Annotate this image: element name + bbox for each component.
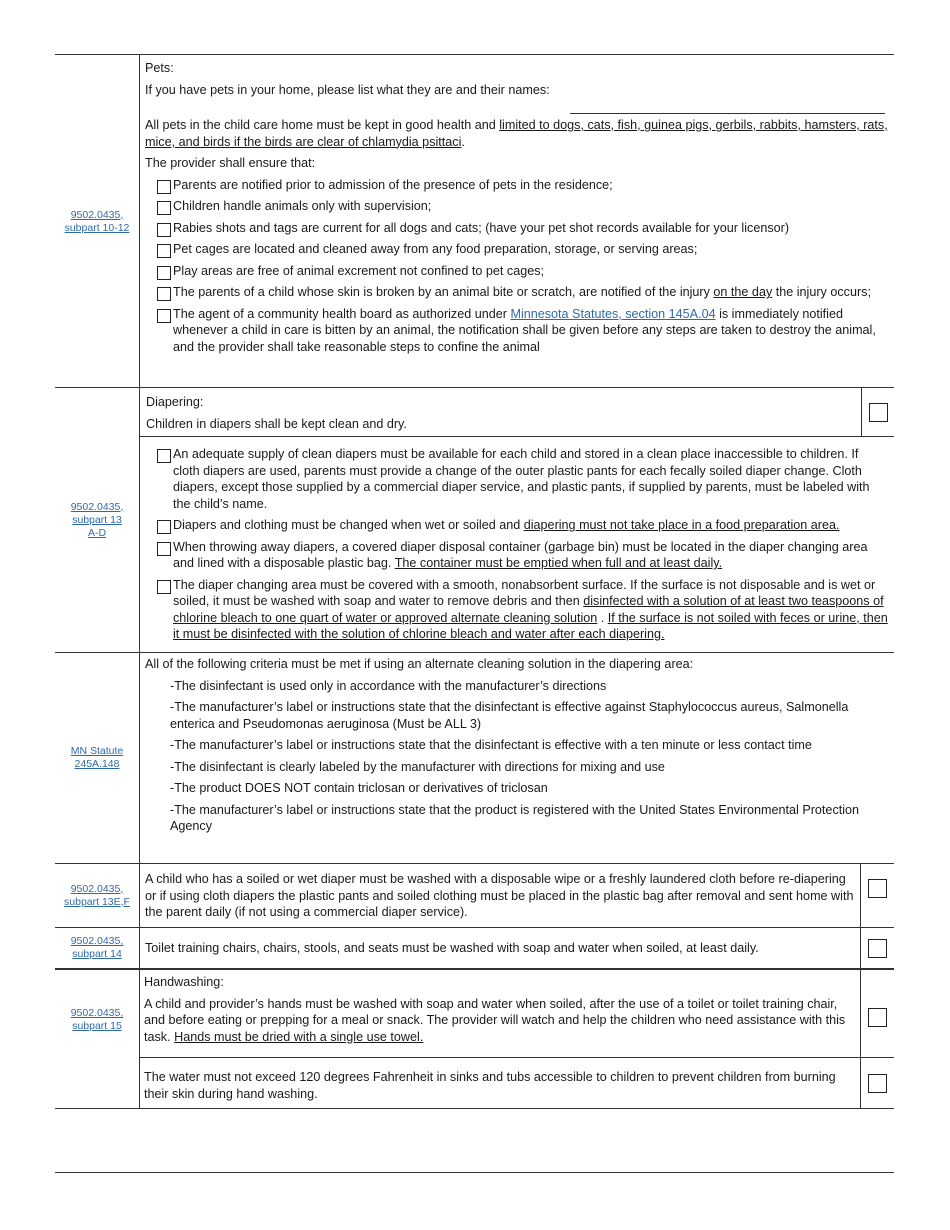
pets-item-checkbox[interactable] bbox=[157, 223, 171, 237]
pets-item: Play areas are free of animal excrement not confined to pet cages; bbox=[155, 263, 888, 280]
diaper-item-checkbox[interactable] bbox=[157, 542, 171, 556]
toilet-checkbox[interactable] bbox=[868, 939, 887, 958]
pets-list-input[interactable] bbox=[570, 113, 885, 114]
diapering-section bbox=[55, 388, 894, 652]
pets-ref-link[interactable]: 9502.0435, subpart 10-12 bbox=[64, 208, 130, 234]
diaper-item-checkbox[interactable] bbox=[157, 449, 171, 463]
column-divider bbox=[139, 55, 140, 388]
pets-agent-item: The agent of a community health board as authorized under Minnesota Statutes, section 145A.04 is immediately notified whenever a child in care is bitten by an animal, the notification shall be given before any steps are taken to destroy the animal, and the provider shall take reasonable steps to confine the animal bbox=[155, 306, 888, 356]
diaper-supply-item: An adequate supply of clean diapers must be available for each child and stored in a clean place inaccessible to children. If cloth diapers are used, parents must provide a change of the outer plastic pants for each fecally soiled diaper change. Cloth diapers, except those supplied by a commercial diaper service, and plastic pants, if supplied by parents, must be labeled with the child’s name. bbox=[155, 446, 888, 512]
alternate-criterion: -The manufacturer’s label or instructions state that the disinfectant is effective with a ten minute or less contact time bbox=[170, 738, 812, 752]
wipe-section bbox=[55, 864, 894, 927]
checkbox-column bbox=[860, 864, 894, 927]
pets-title: Pets: bbox=[145, 61, 174, 75]
pets-bite-item: The parents of a child whose skin is broken by an animal bite or scratch, are notified of the injury on the day the injury occurs; bbox=[155, 284, 888, 301]
checkbox-column bbox=[860, 970, 894, 1057]
diaper-surface-item: The diaper changing area must be covered with a smooth, nonabsorbent surface. If the surface is not disposable and is wet or soiled, it must be washed with soap and water to remove debris and then disinfected with a solution of at least two teaspoons of chlorine bleach to one quart of water or approved alternate cleaning solution . If the surface is not soiled with feces or urine, then it must be disinfected with the solution of chlorine bleach and water after each diapering. bbox=[155, 577, 888, 643]
toilet-ref-link[interactable]: 9502.0435, subpart 14 bbox=[70, 935, 124, 960]
diaper-change-item: Diapers and clothing must be changed when wet or soiled and diapering must not take place in a food preparation area. bbox=[155, 517, 888, 534]
diapering-ref-link[interactable]: 9502.0435, subpart 13 A-D bbox=[70, 500, 124, 539]
handwashing-row bbox=[139, 970, 894, 1058]
alternate-intro: All of the following criteria must be met if using an alternate cleaning solution in the diapering area: bbox=[145, 657, 694, 671]
statute-link[interactable]: Minnesota Statutes, section 145A.04 bbox=[510, 306, 716, 321]
alternate-criterion: -The product DOES NOT contain triclosan or derivatives of triclosan bbox=[170, 781, 548, 795]
handwashing-section bbox=[55, 970, 894, 1108]
divider bbox=[55, 1108, 894, 1109]
wipe-ref-link[interactable]: 9502.0435, subpart 13E,F bbox=[64, 882, 130, 908]
pets-item-checkbox[interactable] bbox=[157, 266, 171, 280]
pets-item: Pet cages are located and cleaned away from any food preparation, storage, or serving areas; bbox=[155, 241, 888, 258]
diaper-item-checkbox[interactable] bbox=[157, 580, 171, 594]
alternate-criterion: -The manufacturer’s label or instructions state that the disinfectant is effective against Staphylococcus aureus, Salmonella enterica and Pseudomonas aeruginosa (Must be ALL 3) bbox=[170, 700, 849, 731]
alternate-section bbox=[55, 653, 894, 863]
diaper-throw-item: When throwing away diapers, a covered diaper disposal container (garbage bin) must be located in the diaper changing area and lined with a disposable plastic bag. The container must be emptied when full and at least daily. bbox=[155, 539, 888, 572]
pets-item: Rabies shots and tags are current for all dogs and cats; (have your pet shot records available for your licensor) bbox=[155, 220, 888, 237]
pets-item: Parents are notified prior to admission of the presence of pets in the residence; bbox=[155, 177, 888, 194]
wipe-checkbox[interactable] bbox=[868, 879, 887, 898]
water-checkbox[interactable] bbox=[868, 1074, 887, 1093]
water-text: The water must not exceed 120 degrees Fahrenheit in sinks and tubs accessible to children to prevent children from burning their skin during hand washing. bbox=[144, 1070, 836, 1101]
diaper-item-checkbox[interactable] bbox=[157, 520, 171, 534]
checkbox-column bbox=[860, 1058, 894, 1108]
diapering-clean: Children in diapers shall be kept clean and dry. bbox=[146, 416, 407, 431]
toilet-text: Toilet training chairs, chairs, stools, and seats must be washed with soap and water when soiled, at least daily. bbox=[145, 941, 759, 955]
pets-rule: All pets in the child care home must be kept in good health and limited to dogs, cats, fish, guinea pigs, gerbils, rabbits, hamsters, rats, mice, and birds if the birds are clear of chlamydia psittaci. bbox=[145, 118, 888, 149]
diapering-title: Diapering: bbox=[146, 395, 204, 409]
handwashing-title: Handwashing: bbox=[144, 975, 224, 989]
alternate-criterion: -The disinfectant is used only in accordance with the manufacturer’s directions bbox=[170, 678, 607, 693]
diapering-checkbox[interactable] bbox=[869, 403, 888, 422]
pets-item: Children handle animals only with supervision; bbox=[155, 198, 888, 215]
diapering-header-row bbox=[139, 388, 894, 437]
toilet-section bbox=[55, 928, 894, 968]
pets-item-checkbox[interactable] bbox=[157, 309, 171, 323]
statute-ref-link[interactable]: MN Statute 245A.148 bbox=[70, 745, 124, 770]
alternate-criterion: -The manufacturer’s label or instructions state that the product is registered with the United States Environmental Protection Agency bbox=[170, 802, 860, 833]
pets-item-checkbox[interactable] bbox=[157, 244, 171, 258]
pets-item-checkbox[interactable] bbox=[157, 287, 171, 301]
pets-question: If you have pets in your home, please list what they are and their names: bbox=[145, 82, 550, 97]
pets-item-checkbox[interactable] bbox=[157, 201, 171, 215]
column-divider bbox=[139, 864, 140, 927]
water-row bbox=[139, 1058, 894, 1108]
checkbox-column bbox=[861, 388, 894, 436]
checkbox-column bbox=[860, 928, 894, 968]
pets-section bbox=[55, 55, 894, 388]
pets-item-checkbox[interactable] bbox=[157, 180, 171, 194]
column-divider bbox=[139, 928, 140, 968]
alternate-criterion: -The disinfectant is clearly labeled by the manufacturer with directions for mixing and use bbox=[170, 759, 665, 774]
pets-ensure: The provider shall ensure that: bbox=[145, 156, 316, 170]
handwashing-text: A child and provider’s hands must be washed with soap and water when soiled, after the use of a toilet or toilet training chair, and before eating or prepping for a meal or snack. The provider will watch and help the children who need assistance with this task. Hands must be dried with a single use towel. bbox=[144, 996, 846, 1044]
column-divider bbox=[139, 653, 140, 863]
footer-rule bbox=[55, 1172, 894, 1173]
handwashing-ref-link[interactable]: 9502.0435, subpart 15 bbox=[70, 1007, 124, 1032]
handwashing-checkbox[interactable] bbox=[868, 1008, 887, 1027]
wipe-text: A child who has a soiled or wet diaper must be washed with a disposable wipe or a freshly laundered cloth before re-diapering or if using cloth diapers the plastic pants and soiled clothing must be placed in the plastic bag after removal and sent home with the parent daily (if not using a commercial diaper service). bbox=[145, 872, 854, 919]
